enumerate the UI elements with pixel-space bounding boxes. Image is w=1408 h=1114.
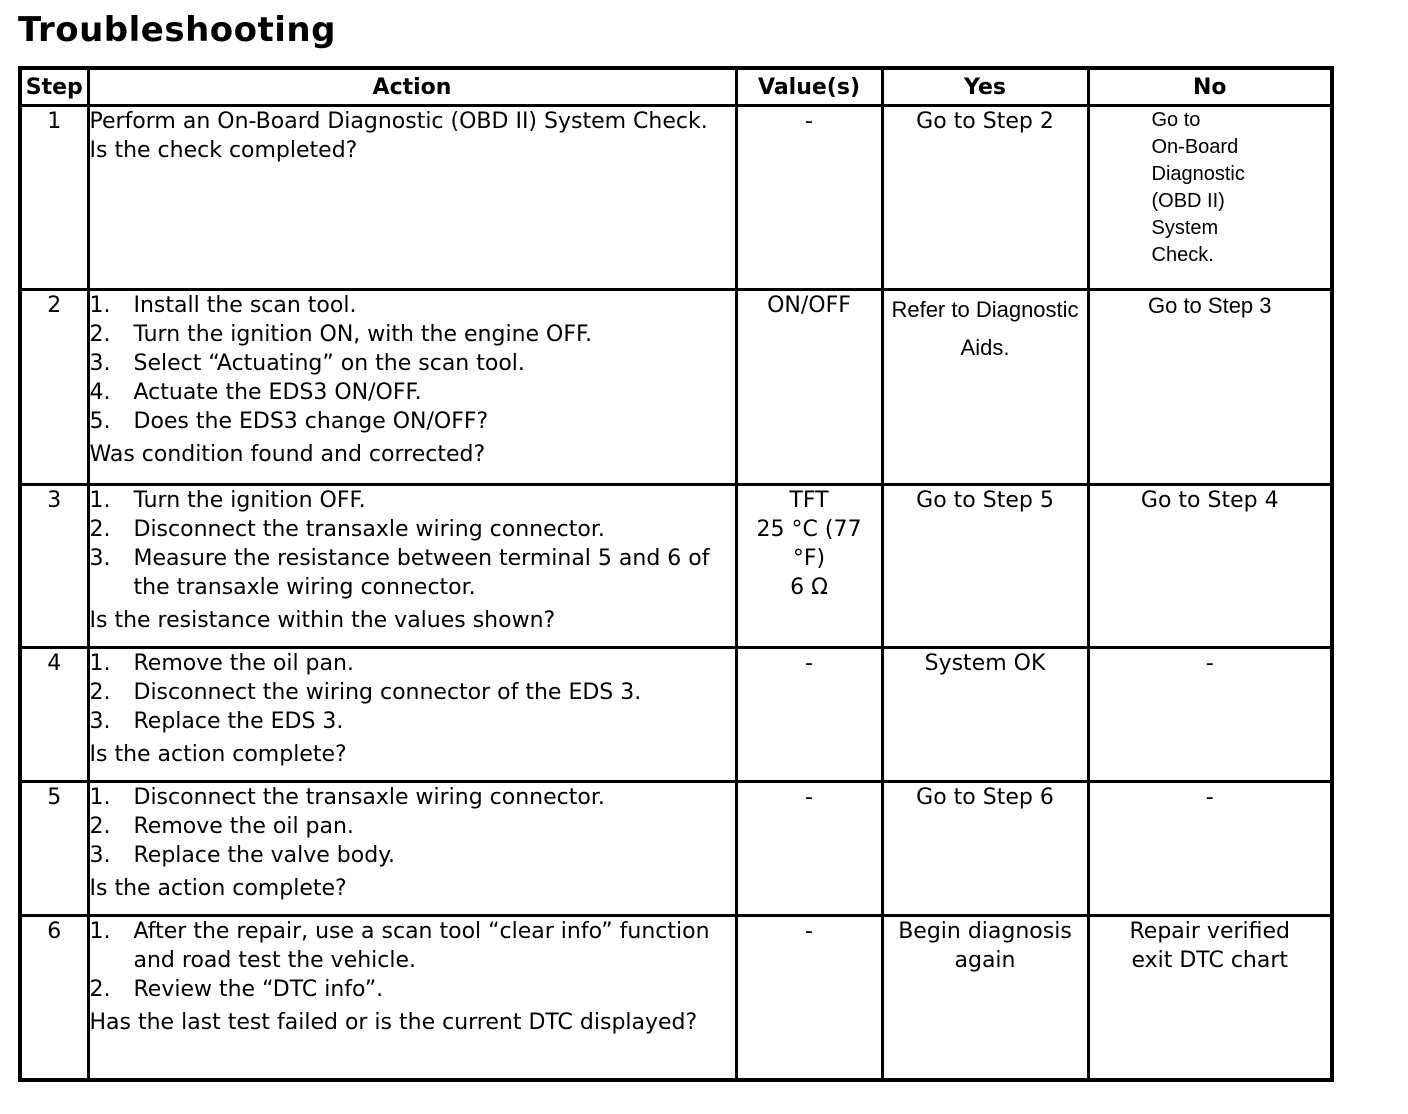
action-step [90, 783, 735, 812]
header-no: No [1088, 68, 1332, 106]
value-line: - [805, 651, 813, 676]
no-line: - [1205, 651, 1214, 676]
action-step-number: 1. [89, 919, 111, 944]
action-cell [88, 782, 736, 916]
no-cell [1088, 648, 1332, 782]
action-step-number: 2. [89, 680, 111, 705]
step-number: 4 [20, 648, 88, 782]
value-line: - [805, 785, 813, 810]
action-step [90, 544, 735, 602]
action-step-text: Review the “DTC info”. [133, 977, 384, 1002]
action-step [90, 515, 735, 544]
action-step-text: After the repair, use a scan tool “clear info” function and road test the vehicle. [133, 919, 710, 973]
page-title: Troubleshooting [18, 10, 336, 50]
step-number: 6 [20, 916, 88, 1080]
action-step-text: Actuate the EDS3 ON/OFF. [133, 380, 422, 405]
action-steps [90, 917, 735, 1004]
action-step-number: 5. [89, 409, 111, 434]
action-step-number: 1. [89, 293, 111, 318]
no-line: System [1151, 217, 1219, 239]
values-cell [736, 106, 882, 290]
step-number: 5 [20, 782, 88, 916]
action-steps [90, 486, 735, 602]
header-yes: Yes [882, 68, 1088, 106]
action-step-number: 3. [89, 351, 111, 376]
action-cell [88, 290, 736, 485]
action-step-number: 3. [89, 709, 111, 734]
action-question: Is the action complete? [89, 876, 347, 901]
no-cell-text [1090, 107, 1331, 269]
value-line: - [805, 919, 813, 944]
action-step-text: Select “Actuating” on the scan tool. [133, 351, 525, 376]
no-cell [1088, 106, 1332, 290]
no-line: (OBD II) [1151, 190, 1225, 212]
action-intro: Perform an On-Board Diagnostic (OBD II) System Check. [89, 109, 708, 134]
action-step-text: Does the EDS3 change ON/OFF? [133, 409, 489, 434]
action-step-text: Install the scan tool. [133, 293, 357, 318]
action-step-number: 2. [89, 977, 111, 1002]
action-step-text: Replace the EDS 3. [133, 709, 344, 734]
action-step [90, 378, 735, 407]
values-cell [736, 290, 882, 485]
no-line: - [1205, 785, 1214, 810]
yes-cell-text: Refer to Diagnostic Aids. [891, 297, 1079, 360]
action-step-number: 1. [89, 651, 111, 676]
action-cell [88, 106, 736, 290]
action-step-text: Remove the oil pan. [133, 651, 354, 676]
action-step [90, 320, 735, 349]
values-cell [736, 648, 882, 782]
action-cell [88, 485, 736, 648]
action-steps [90, 291, 735, 436]
action-step-text: Disconnect the transaxle wiring connector. [133, 785, 605, 810]
no-line: On-Board [1151, 136, 1239, 158]
action-question: Is the resistance within the values shown? [89, 608, 556, 633]
action-step [90, 407, 735, 436]
action-step-text: Disconnect the wiring connector of the EDS 3. [133, 680, 642, 705]
header-action: Action [88, 68, 736, 106]
no-cell [1088, 485, 1332, 648]
no-line: Go to Step 3 [1147, 293, 1272, 318]
action-step-number: 2. [89, 517, 111, 542]
value-line: TFT [789, 488, 829, 513]
step-number: 3 [20, 485, 88, 648]
table-row [20, 648, 1332, 782]
value-line: 25 °C (77 °F) [756, 517, 862, 571]
value-line: - [805, 109, 813, 134]
action-step [90, 917, 735, 975]
action-question: Was condition found and corrected? [89, 442, 486, 467]
action-step-text: Measure the resistance between terminal 5 and 6 of the transaxle wiring connector. [133, 546, 710, 600]
no-cell [1088, 290, 1332, 485]
action-step [90, 349, 735, 378]
action-step [90, 649, 735, 678]
table-row [20, 782, 1332, 916]
action-step [90, 486, 735, 515]
header-row [20, 68, 1332, 106]
action-step-number: 4. [89, 380, 111, 405]
action-step [90, 975, 735, 1004]
yes-cell: Go to Step 5 [882, 485, 1088, 648]
action-cell [88, 916, 736, 1080]
step-number: 1 [20, 106, 88, 290]
values-cell [736, 782, 882, 916]
action-step-text: Turn the ignition ON, with the engine OFF. [133, 322, 593, 347]
action-step-text: Remove the oil pan. [133, 814, 354, 839]
table-row [20, 485, 1332, 648]
yes-cell: System OK [882, 648, 1088, 782]
action-step-number: 1. [89, 488, 111, 513]
action-step-number: 1. [89, 785, 111, 810]
no-line: Repair verified exit DTC chart [1129, 919, 1290, 973]
yes-cell: Go to Step 2 [882, 106, 1088, 290]
action-cell [88, 648, 736, 782]
action-step [90, 707, 735, 736]
action-step [90, 291, 735, 320]
value-line: ON/OFF [767, 293, 851, 318]
action-step-number: 3. [89, 546, 111, 571]
value-line: 6 Ω [790, 575, 828, 600]
no-cell [1088, 916, 1332, 1080]
no-line: Check. [1151, 244, 1214, 266]
values-cell [736, 485, 882, 648]
no-line: Go to [1151, 109, 1201, 131]
action-question: Is the check completed? [89, 138, 358, 163]
values-cell [736, 916, 882, 1080]
action-step-text: Disconnect the transaxle wiring connector. [133, 517, 605, 542]
yes-cell: Begin diagnosis again [882, 916, 1088, 1080]
action-step-number: 2. [89, 814, 111, 839]
step-number: 2 [20, 290, 88, 485]
no-line: Go to Step 4 [1140, 488, 1279, 513]
action-step-text: Replace the valve body. [133, 843, 396, 868]
action-step [90, 841, 735, 870]
table-row [20, 290, 1332, 485]
action-step [90, 812, 735, 841]
header-values: Value(s) [736, 68, 882, 106]
no-line: Diagnostic [1151, 163, 1245, 185]
header-step: Step [20, 68, 88, 106]
action-steps [90, 649, 735, 736]
action-step-text: Turn the ignition OFF. [133, 488, 366, 513]
no-cell [1088, 782, 1332, 916]
action-step-number: 2. [89, 322, 111, 347]
action-question: Is the action complete? [89, 742, 347, 767]
yes-cell: Go to Step 6 [882, 782, 1088, 916]
action-steps [90, 783, 735, 870]
troubleshooting-table [18, 66, 1334, 1082]
table-row [20, 106, 1332, 290]
table-row [20, 916, 1332, 1080]
yes-cell [882, 290, 1088, 485]
action-question: Has the last test failed or is the current DTC displayed? [89, 1010, 698, 1035]
action-step [90, 678, 735, 707]
action-step-number: 3. [89, 843, 111, 868]
